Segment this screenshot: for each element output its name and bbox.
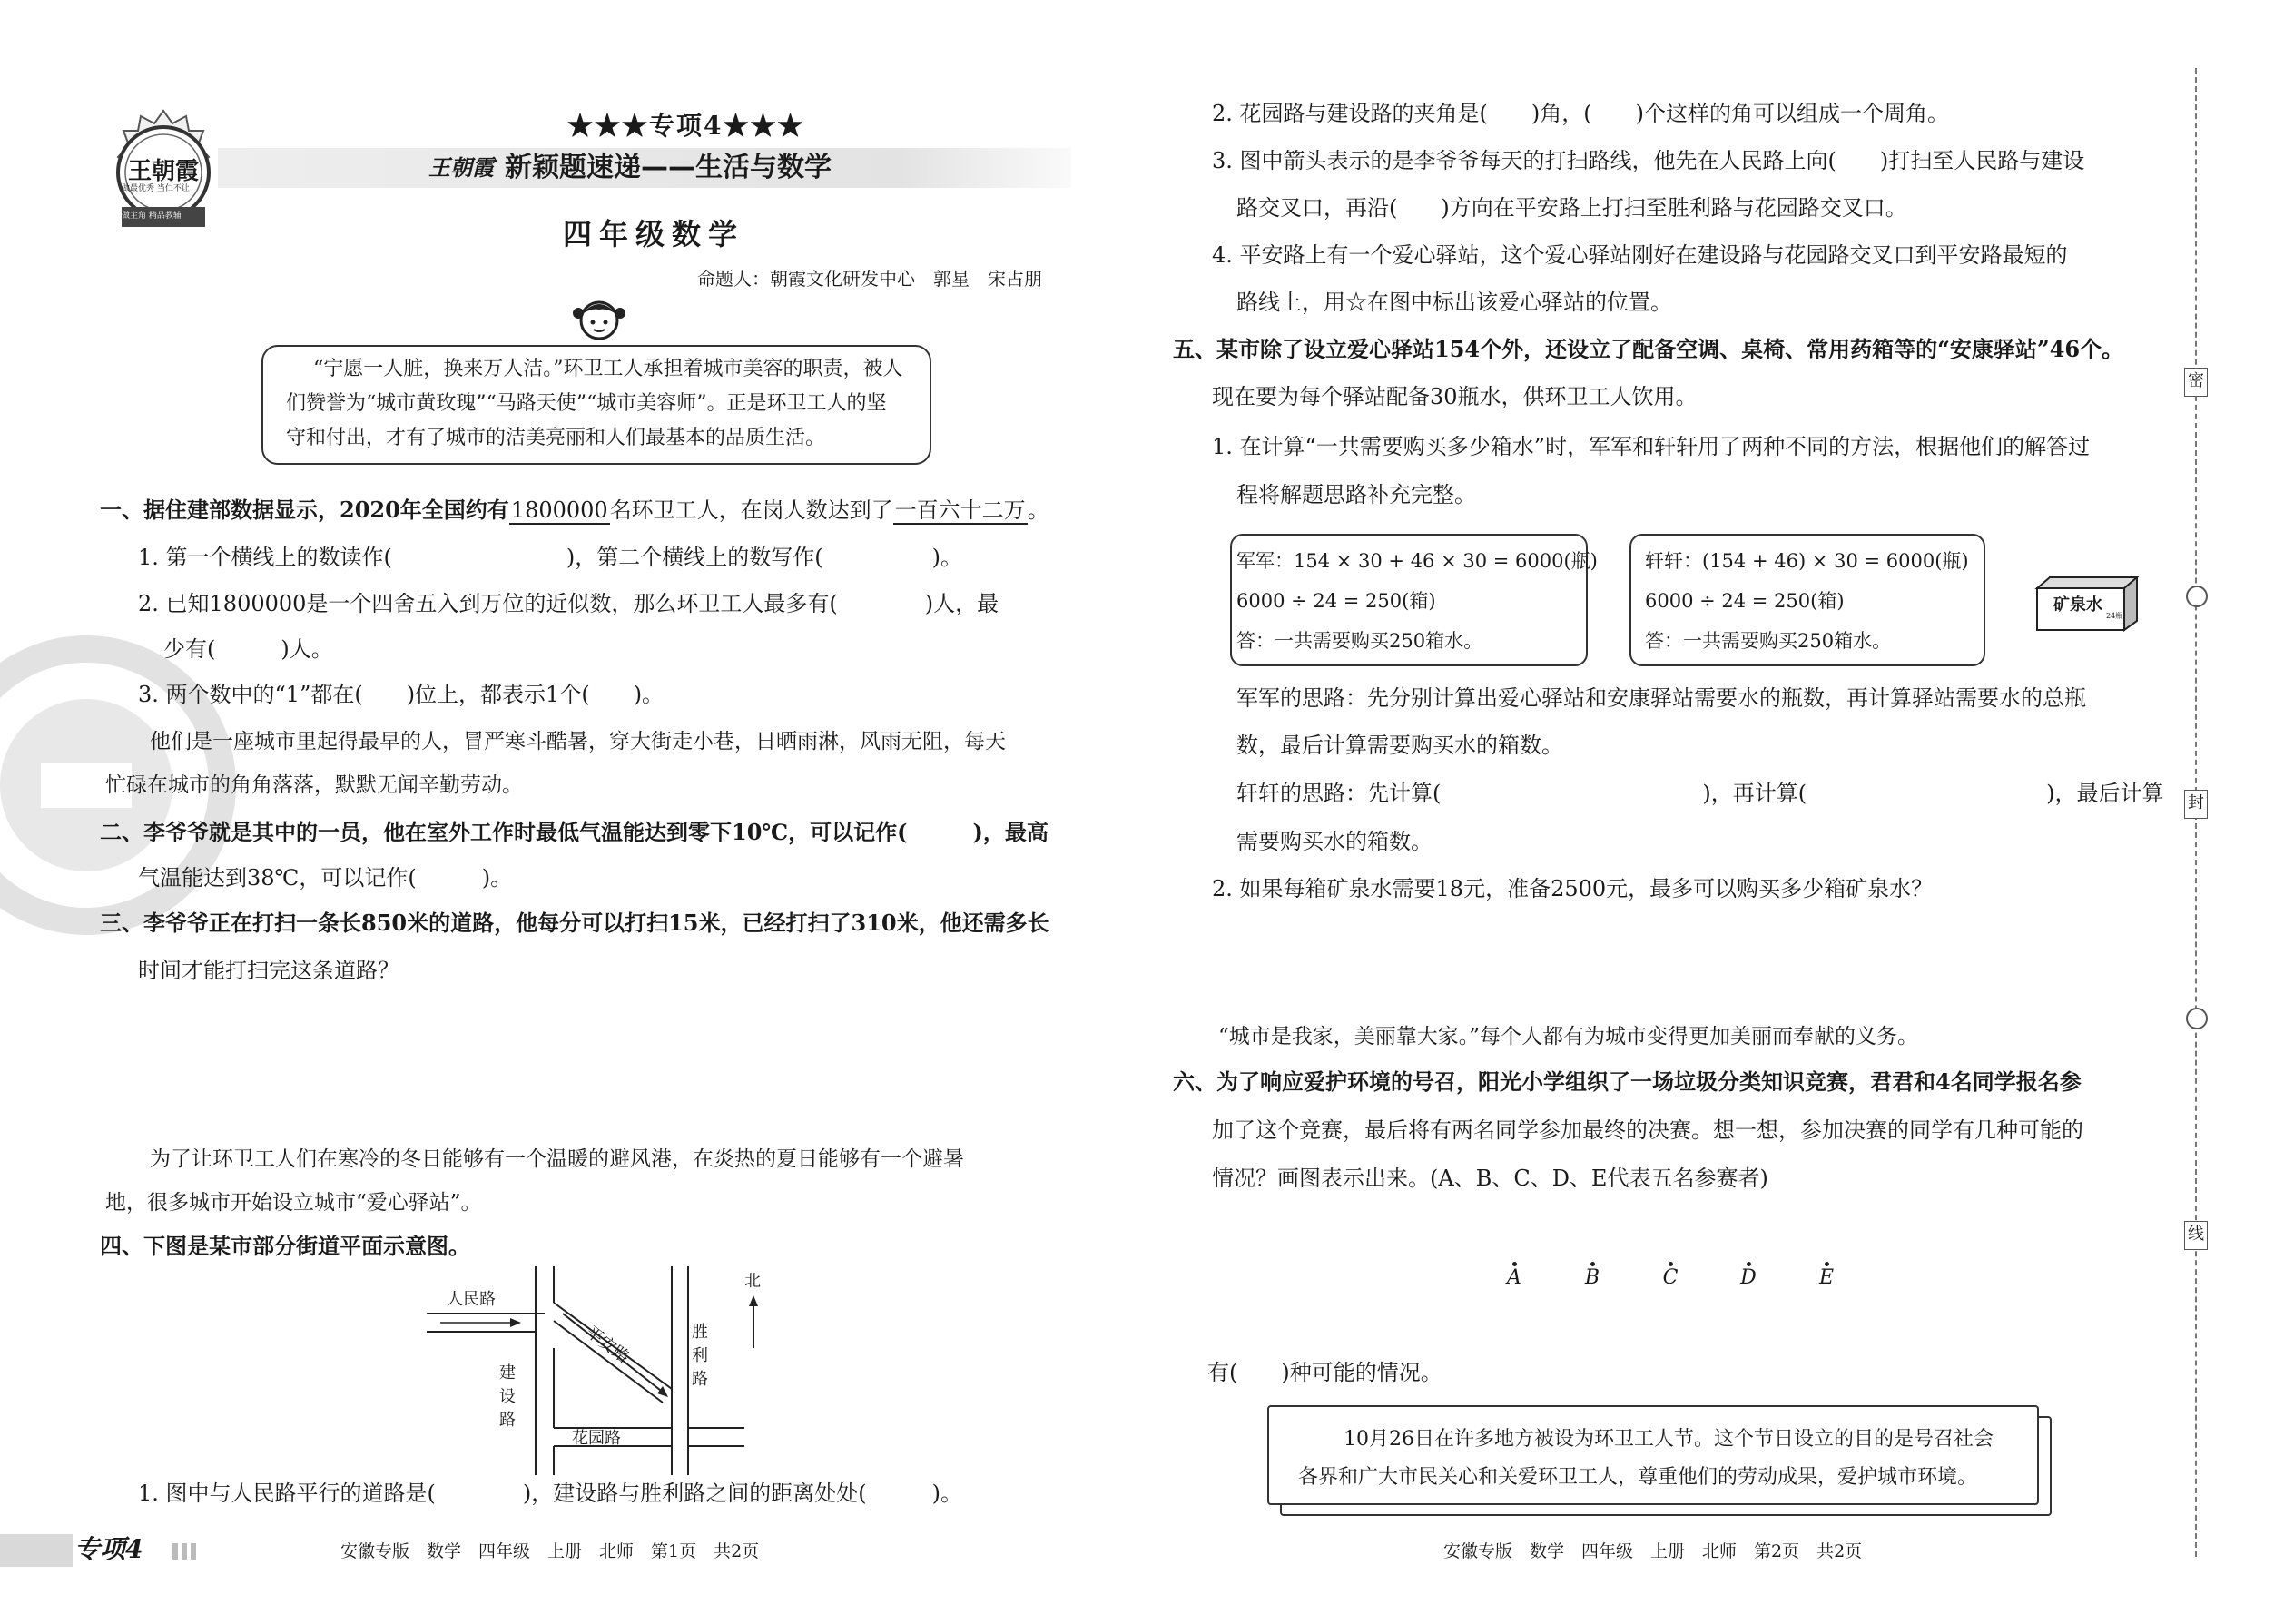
header-title: 新颖题速递——生活与数学 [505,152,832,183]
intro-line-1: “宁愿一人脏，换来万人洁。”环卫工人承担着城市美容的职责，被人 [313,358,903,380]
badge-subtext: 做最优秀 当仁不让 [122,184,190,193]
jun-idea-2: 数，最后计算需要购买水的箱数。 [1236,733,1563,758]
q1-sub1: 1. 第一个横线上的数读作( )，第二个横线上的数写作( )。 [138,545,962,570]
q3-line1: 三、李爷爷正在打扫一条长850米的道路，他每分可以打扫15米，已经打扫了310米，他还需多长 [100,910,1049,936]
water-box-small: 24瓶 [2106,612,2123,620]
q6-stem1: 六、为了响应爱护环境的号召，阳光小学组织了一场垃圾分类知识竞赛，君君和4名同学报名参 [1173,1068,2082,1095]
q4-sub4b: 路线上，用☆在图中标出该爱心驿站的位置。 [1236,290,1672,315]
binding-label-mi: 密 [2184,368,2208,397]
point-a: A [1505,1262,1523,1290]
q1-stem: 一、据住建部数据显示，2020年全国约有1800000名环卫工人，在岗人数达到了一百六十二万。 [100,497,1049,523]
xuan-line3: 答：一共需要购买250箱水。 [1645,630,1892,652]
q4-sub1: 1. 图中与人民路平行的道路是( )，建设路与胜利路之间的距离处处( )。 [138,1481,962,1506]
jun-idea-1: 军军的思路：先分别计算出爱心驿站和安康驿站需要水的瓶数，再计算驿站需要水的总瓶 [1236,685,2086,711]
xuan-line2: 6000 ÷ 24 = 250(箱) [1645,590,1845,612]
footer-tag: 专项4 [74,1534,143,1564]
q1-number: 1800000 [510,497,608,523]
jun-line2: 6000 ÷ 24 = 250(箱) [1236,590,1436,612]
q5-sub2: 2. 如果每箱矿泉水需要18元，准备2500元，最多可以购买多少箱矿泉水？ [1212,876,1934,901]
q1-sub2b: 少有( )人。 [163,636,333,662]
q4-title: 四、下图是某市部分街道平面示意图。 [100,1233,470,1259]
binding-label-feng: 封 [2184,790,2208,819]
footer-left: 安徽专版 数学 四年级 上册 北师 第1页 共2页 [340,1541,760,1561]
q2-line1: 二、李爷爷就是其中的一员，他在室外工作时最低气温能达到零下10℃，可以记作( )，最高 [100,819,1049,845]
brand-script: 王朝霞 [428,154,494,181]
intro-line-2: 们赞誉为“城市黄玫瑰”“马路天使”“城市美容师”。正是环卫工人的坚 [286,392,887,415]
xuan-idea-2: 需要购买水的箱数。 [1236,829,1433,854]
q3-line2: 时间才能打扫完这条道路？ [138,958,399,983]
point-c: C [1661,1262,1679,1290]
q5-stem1: 五、某市除了设立爱心驿站154个外，还设立了配备空调、桌椅、常用药箱等的“安康驿站”46个。 [1173,336,2124,362]
q5-sub1a: 1. 在计算“一共需要购买多少箱水”时，军军和轩轩用了两种不同的方法，根据他们的解答过 [1212,434,2091,459]
route-arrow-icon [510,1318,521,1327]
water-box-label: 矿泉水 [2053,595,2102,615]
footer-right: 安徽专版 数学 四年级 上册 北师 第2页 共2页 [1443,1541,1863,1561]
point-b: B [1583,1262,1601,1290]
para4: “城市是我家，美丽靠大家。”每个人都有为城市变得更加美丽而奉献的义务。 [1218,1025,1919,1048]
route-arrow-icon [657,1386,668,1397]
water-box-icon [2032,572,2139,632]
map-label-jianshe: 建设路 [499,1363,516,1430]
q1-sub2a: 2. 已知1800000是一个四舍五入到万位的近似数，那么环卫工人最多有( )人，最 [138,591,999,616]
q4-sub3a: 3. 图中箭头表示的是李爷爷每天的打扫路线，他先在人民路上向( )打扫至人民路与建设 [1212,148,2085,173]
para2-line2: 忙碌在城市的角角落落，默默无闻辛勤劳动。 [105,773,523,797]
xuan-idea-1: 轩轩的思路：先计算( )，再计算( )，最后计算 [1236,781,2164,806]
authors: 命题人：朝霞文化研发中心 郭星 宋占朋 [697,268,1042,290]
intro-line-3: 守和付出，才有了城市的洁美亮丽和人们最基本的品质生活。 [286,427,826,449]
q1-words: 一百六十二万 [894,497,1026,523]
bottom-box-line1: 10月26日在许多地方被设为环卫工人节。这个节日设立的目的是号召社会 [1344,1428,1994,1451]
q4-sub2: 2. 花园路与建设路的夹角是( )角，( )个这样的角可以组成一个周角。 [1212,101,1949,126]
girl-cartoon-icon [567,295,631,351]
q4-sub4a: 4. 平安路上有一个爱心驿站，这个爱心驿站刚好在建设路与花园路交叉口到平安路最短的 [1212,242,2068,268]
map-label-north: 北 [744,1272,761,1291]
street-map [427,1266,772,1475]
q6-stem2: 加了这个竞赛，最后将有两名同学参加最终的决赛。想一想，参加决赛的同学有几种可能的 [1212,1117,2083,1143]
para2-line1: 他们是一座城市里起得最早的人，冒严寒斗酷暑，穿大街走小巷，日晒雨淋，风雨无阻，每天 [150,730,1006,753]
page-title: 四年级数学 [563,217,745,251]
binding-label-xian: 线 [2184,1221,2208,1250]
map-label-shengli: 胜利路 [692,1323,708,1389]
series-label: ★★★专项4★★★ [567,111,805,141]
badge-brand-text: 王朝霞 [127,158,199,185]
binding-hole-icon [2186,586,2208,607]
map-label-huayuan: 花园路 [572,1429,621,1448]
q4-sub3b: 路交叉口，再沿( )方向在平安路上打扫至胜利路与花园路交叉口。 [1236,195,1907,221]
q1-sub3: 3. 两个数中的“1”都在( )位上，都表示1个( )。 [138,682,665,707]
bottom-box-line2: 各界和广大市民关心和关爱环卫工人，尊重他们的劳动成果，爱护城市环境。 [1298,1466,1978,1489]
q2-line2: 气温能达到38℃，可以记作( )。 [138,865,513,891]
q5-sub1b: 程将解题思路补充完整。 [1236,482,1476,507]
map-label-pingan: 平安路 [582,1322,634,1368]
binding-hole-icon [2186,1008,2208,1029]
point-e: E [1817,1262,1836,1290]
map-label-renmin: 人民路 [447,1290,496,1309]
q6-stem3: 情况？画图表示出来。(A、B、C、D、E代表五名参赛者) [1212,1166,1768,1191]
q5-stem2: 现在要为每个驿站配备30瓶水，供环卫工人饮用。 [1212,384,1698,409]
footer-deco [172,1543,200,1560]
jun-line3: 答：一共需要购买250箱水。 [1236,630,1483,652]
jun-line1: 军军：154 × 30 + 46 × 30 = 6000(瓶) [1236,550,1598,572]
q6-answer: 有( )种可能的情况。 [1207,1360,1442,1385]
footer-tag-bg [0,1534,73,1567]
para3-line2: 地，很多城市开始设立城市“爱心驿站”。 [105,1191,482,1215]
point-d: D [1739,1262,1757,1290]
badge-subtext-2: 做主角 精品教辅 [122,212,182,221]
para3-line1: 为了让环卫工人们在寒冷的冬日能够有一个温暖的避风港，在炎热的夏日能够有一个避暑 [150,1147,964,1171]
xuan-line1: 轩轩：(154 + 46) × 30 = 6000(瓶) [1645,550,1969,572]
